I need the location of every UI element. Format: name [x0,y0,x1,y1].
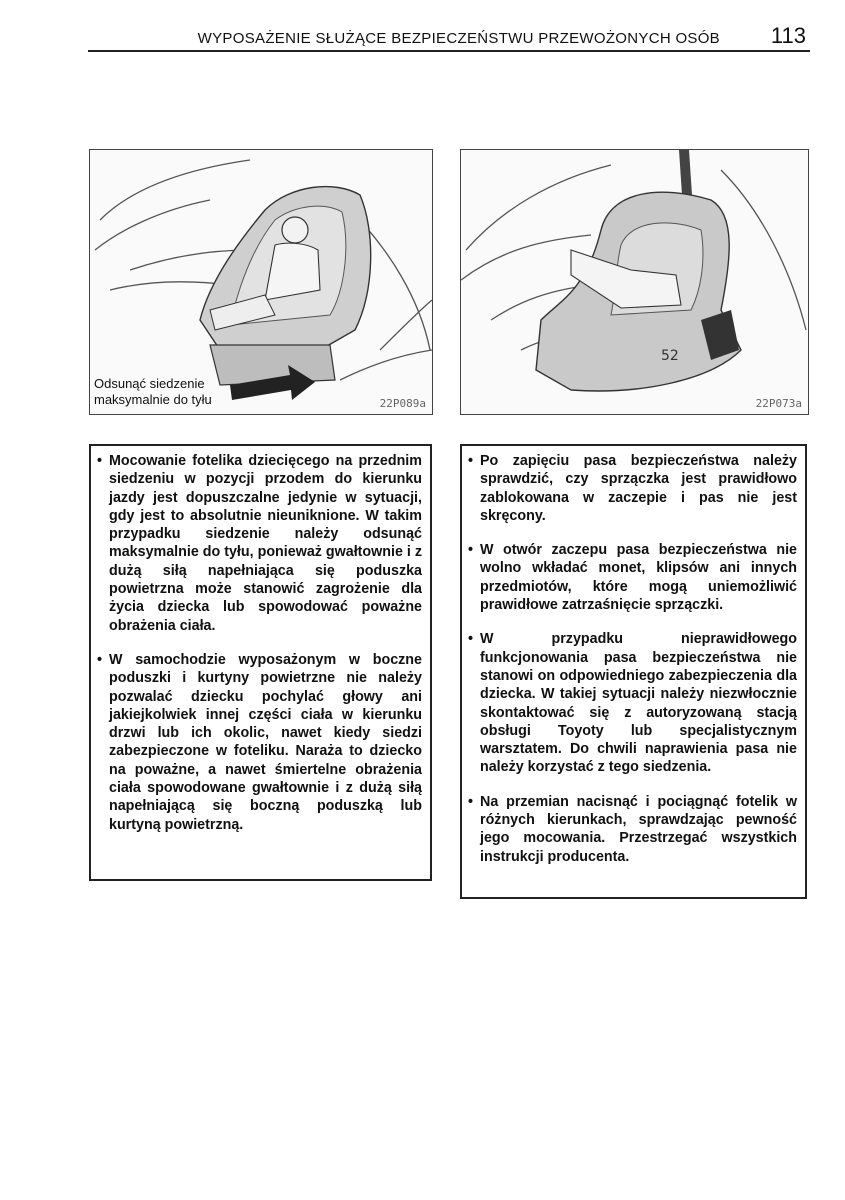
bullet-item: • Po zapięciu pasa bezpieczeństwa należy sprawdzić, czy sprzączka jest prawidłowo zablokowana w zaczepie i pas nie jest skręcony. [468,452,797,525]
warning-box-left [89,444,432,881]
bullet-item: • Na przemian nacisnąć i pociągnąć fotelik w różnych kierunkach, sprawdzając pewność jego mocowania. Przestrzegać wszystkich instrukcji producenta. [468,793,797,866]
figure-forward-facing-seat [89,149,433,415]
bullet-item: • W przypadku nieprawidłowego funkcjonowania pasa bezpieczeństwa nie stanowi on odpowiedniego zabezpieczenia dla dziecka. W takiej sytuacji należy niezwłocznie skontaktować się z autoryzowaną stacją obsługi Toyoty lub specjalistycznym warsztatem. Do chwili naprawienia pasa nie należy korzystać z tego siedzenia. [468,630,797,776]
figure-code: 22P073a [755,397,802,410]
child-seat-illustration [90,150,432,414]
bullet-item: • Mocowanie fotelika dziecięcego na przednim siedzeniu w pozycji przodem do kierunku jazdy jest dopuszczalne jedynie w sytuacji, gdy jest to absolutnie nieuniknione. W takim przypadku siedzenie należy odsunąć maksymalnie do tyłu, ponieważ gwałtownie i z dużą siłą napełniająca się poduszka powietrzna może stanowić zagrożenie dla życia dziecka lub spowodować poważne obrażenia ciała. [97,452,422,635]
booster-seat-illustration [461,150,808,414]
figure-code: 22P089a [379,397,426,410]
warning-box-right [460,444,807,899]
bullet-item: • W otwór zaczepu pasa bezpieczeństwa nie wolno wkładać monet, klipsów ani innych przedmiotów, które mogą uniemożliwić prawidłowe zatrzaśnięcie sprzączki. [468,541,797,614]
page-number: 113 [770,23,806,48]
caption-line: maksymalnie do tyłu [94,392,212,407]
caption-line: Odsunąć siedzenie [94,376,205,391]
page-header [88,18,810,52]
figure-caption [94,376,214,408]
svg-text:52: 52 [661,348,679,364]
section-title: WYPOSAŻENIE SŁUŻĄCE BEZPIECZEŃSTWU PRZEWOŻONYCH OSÓB [197,30,720,47]
bullet-item: • W samochodzie wyposażonym w boczne poduszki i kurtyny powietrzne nie należy pozwalać dziecku pochylać głowy ani jakiejkolwiek innej części ciała w kierunku drzwi lub ich okolic, nawet kiedy siedzi zabezpieczone w foteliku. Naraża to dziecko na poważne, a nawet śmiertelne obrażenia ciała spowodowane gwałtownie i z dużą siłą napełniającą się boczną poduszką lub kurtyną powietrzną. [97,651,422,834]
figure-buckle-check [460,149,809,415]
